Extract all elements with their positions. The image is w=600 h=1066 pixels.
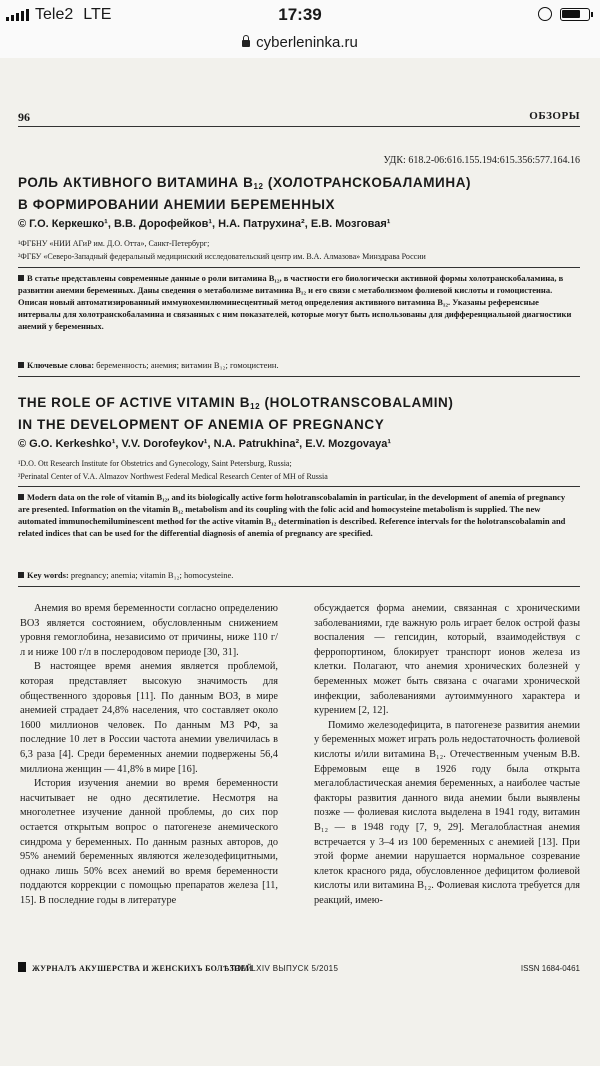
ru-abstract-rule — [18, 267, 580, 268]
en-keywords-text: pregnancy; anemia; vitamin B₁₂; homocysteine. — [68, 570, 234, 580]
volume-issue: ТОМ LXIV ВЫПУСК 5/2015 — [230, 964, 339, 973]
en-affiliation-1: ¹D.O. Ott Research Institute for Obstetrics and Gynecology, Saint Petersburg, Russia; — [18, 459, 292, 468]
status-right — [538, 7, 590, 21]
url-text: cyberleninka.ru — [256, 34, 358, 51]
ru-title-line2: В ФОРМИРОВАНИИ АНЕМИИ БЕРЕМЕННЫХ — [18, 197, 336, 212]
bullet-square-icon — [18, 275, 24, 281]
udk-code: УДК: 618.2-06:616.155.194:615.356:577.164.16 — [383, 155, 580, 166]
section-label: ОБЗОРЫ — [529, 110, 580, 122]
body-paragraph: Анемия во время беременности согласно определению ВОЗ является состоянием, обусловленным снижением уровня гемоглобина, независимо от причины, ниже 110 г/л и ниже 100 г/л в послеродовом периоде [30, 31]. — [20, 603, 278, 658]
ru-title-part-b: (ХОЛОТРАНСКОБАЛАМИНА) — [263, 175, 472, 190]
ru-affiliation-2: ²ФГБУ «Северо-Западный федеральный медицинский исследовательский центр им. В.А. Алмазова» Минздрава России — [18, 252, 426, 261]
ru-abstract — [18, 272, 578, 332]
ru-title-subscript: 12 — [253, 182, 264, 191]
body-column-right — [314, 602, 580, 908]
ru-affiliation-1: ¹ФГБНУ «НИИ АГиР им. Д.О. Отта», Санкт-Петербург; — [18, 239, 210, 248]
en-title-line2: IN THE DEVELOPMENT OF ANEMIA OF PREGNANCY — [18, 417, 385, 432]
ru-title — [18, 174, 588, 214]
journal-name: ЖУРНАЛЪ АКУШЕРСТВА И ЖЕНСКИХЪ БОЛѢЗНЕЙ — [32, 964, 253, 973]
page-number: 96 — [18, 110, 30, 124]
en-title — [18, 394, 588, 434]
document-page — [0, 58, 600, 1066]
ru-keywords-label: Ключевые слова: — [27, 360, 95, 370]
ru-abstract-text: В статье представлены современные данные о роли витамина B₁₂, в частности его биологически активной формы холотранскобаламина, в развитии анемии беременных. Даны сведения о метаболизме витамина B₁₂ и его связи с метаболизмом фолиевой кислоты и гомоцистеина. Описан новый автоматизированный иммунохемилюминесцентный метод определения активного витамина B₁₂. Указаны референсные интервалы для холотранскобаламина и связанных с ним показателей, которые могут быть использованы для дифференциальной диагностики анемий у беременных. — [18, 273, 572, 331]
en-keywords-label: Key words: — [27, 570, 69, 580]
body-paragraph: Помимо железодефицита, в патогенезе развития анемии у беременных может играть роль недостаточность фолиевой кислоты и/или витамина B₁₂. Отечественным ученым В.В. Ефремовым еще в 1926 году была открыта мегалобластическая анемия беременных, а наиболее частые факторы развития данного вида анемии были выявлены позже — фолиевая кислота выделена в 1941 году, витамин B₁₂ — в 1948 году [7, 9, 29]. Мегалобластная анемия встречается у 3–4 из 100 беременных с анемией [13]. При этой форме анемии нарушается нормальное созревание клеток красного ряда, обусловленное дефицитом фолиевой кислоты или витамина B₁₂. Фолиевая кислота требуется для реакций, имею- — [314, 719, 580, 906]
en-title-part-a: THE ROLE OF ACTIVE VITAMIN B — [18, 395, 251, 410]
en-affiliation-2: ²Perinatal Center of V.A. Almazov Northwest Federal Medical Research Center of MH of Russia — [18, 472, 328, 481]
body-paragraph: обсуждается форма анемии, связанная с хроническими заболеваниями, где важную роль играет белок острой фазы воспаления — гепсидин, который, взаимодействуя с ферропортином, блокирует транспорт ионов железа из клетки. Полагают, что анемия хронических болезней у беременных может быть связана с очагами хронической инфекции, заболеваниями аутоиммунного характера и курением [2, 12]. — [314, 603, 580, 717]
body-paragraph: В настоящее время анемия является проблемой, которая представляет высокую значимость для общественного здоровья [11]. По данным ВОЗ, в мире анемией страдает 24,8% населения, что составляет около 1600 миллионов человек. По данным МЗ РФ, за последние 10 лет в России частота анемии увеличилась в 6,3 раза [4]. Среди беременных анемии подвержены 56,4 миллиона женщин — 41,8% в мире [16]. — [20, 661, 278, 775]
ru-keywords-text: беременность; анемия; витамин B₁₂; гомоцистеин. — [94, 360, 279, 370]
ru-keywords-rule — [18, 376, 580, 377]
bullet-square-icon — [18, 494, 24, 500]
en-keywords-rule — [18, 586, 580, 587]
bullet-square-icon — [18, 572, 24, 578]
en-title-subscript: 12 — [250, 402, 261, 411]
rotation-lock-icon — [538, 7, 552, 21]
status-bar — [0, 0, 600, 30]
footer-marker — [18, 962, 26, 972]
en-authors: © G.O. Kerkeshko¹, V.V. Dorofeykov¹, N.A. Patrukhina², E.V. Mozgovaya¹ — [18, 438, 392, 450]
clock: 17:39 — [278, 5, 322, 24]
battery-icon — [560, 8, 590, 21]
body-column-left — [20, 602, 278, 908]
en-keywords — [18, 570, 578, 580]
bullet-square-icon — [18, 362, 24, 368]
header-rule — [18, 126, 580, 127]
en-title-part-b: (HOLOTRANSCOBALAMIN) — [260, 395, 454, 410]
address-bar[interactable] — [0, 30, 600, 59]
en-abstract-text: Modern data on the role of vitamin B₁₂, and its biologically active form holotranscobalamin in particular, in the development of anemia of pregnancy are presented. Information on the vitamin B₁₂ metabolism and its coupling with the folic acid and homocysteine metabolism is supplied. The new automated immunochemiluminescent method for the active vitamin B₁₂ determination is described. Reference intervals for the holotranscobalamin and related indices that can be used for the differential diagnosis of anemia of pregnancy are specified. — [18, 492, 566, 538]
ru-authors: © Г.О. Керкешко¹, В.В. Дорофейков¹, Н.А. Патрухина², Е.В. Мозговая¹ — [18, 218, 391, 230]
en-abstract-rule — [18, 486, 580, 487]
network-label: LTE — [83, 6, 112, 23]
carrier-label: Tele2 — [35, 6, 74, 23]
lock-icon — [242, 40, 250, 47]
en-abstract — [18, 491, 578, 539]
ru-keywords — [18, 360, 578, 370]
issn: ISSN 1684-0461 — [520, 964, 580, 973]
body-paragraph: История изучения анемии во время беременности насчитывает не одно десятилетие. Несмотря на многолетнее изучение данной проблемы, до сих пор остается открытым вопрос о патогенезе анемического синдрома у беременных. По данным разных авторов, до 95% анемий беременных являются железодефицитными, однако лишь 50% всех анемий во время беременности поддаются коррекции с помощью препаратов железа [11, 15]. В последние годы в литературе — [20, 778, 278, 906]
ru-title-part-a: РОЛЬ АКТИВНОГО ВИТАМИНА B — [18, 175, 254, 190]
